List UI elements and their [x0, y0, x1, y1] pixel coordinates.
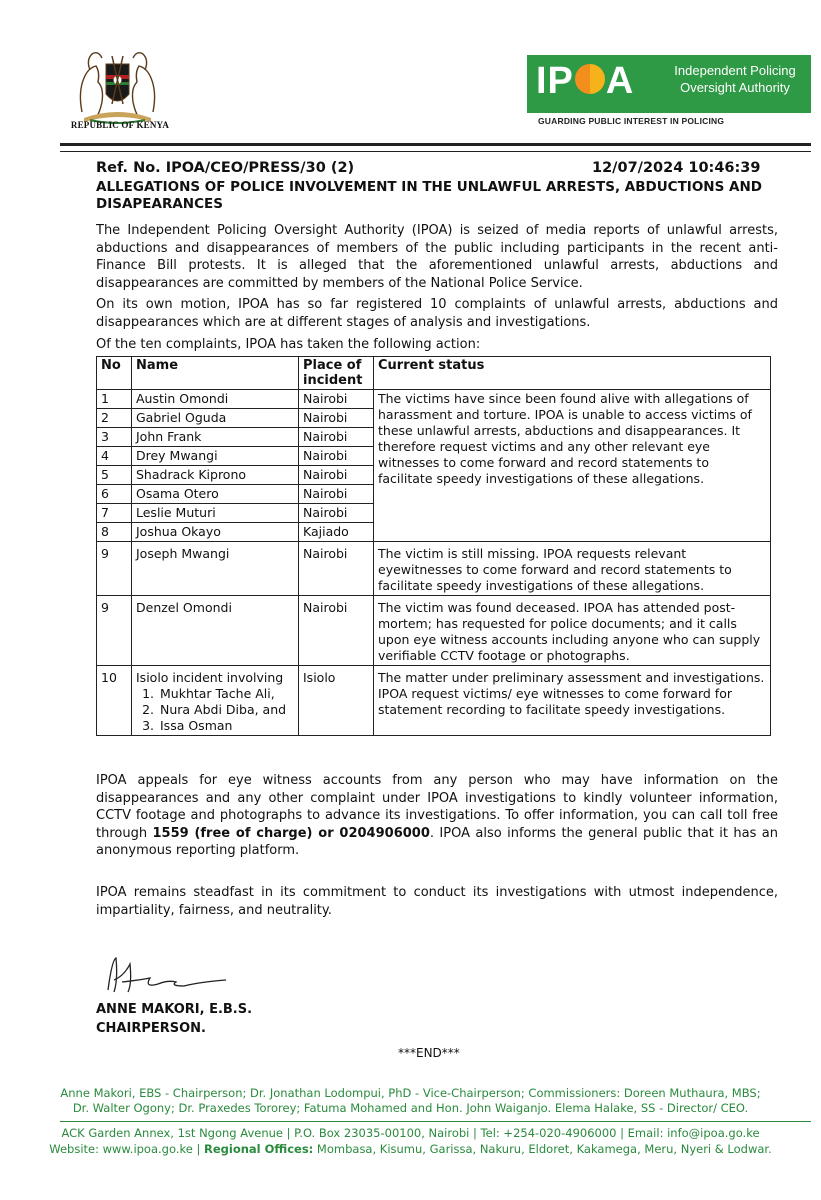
row-place: Nairobi — [299, 409, 374, 428]
row-place: Kajiado — [299, 523, 374, 542]
row-status: The victim is still missing. IPOA requests relevant eyewitnesses to come forward and record statements to facilitate speedy investigations of these allegations. — [374, 542, 771, 596]
row-no: 4 — [97, 447, 132, 466]
row-name — [132, 666, 299, 736]
logo-name-line2: Oversight Authority — [680, 80, 790, 95]
logo-name-line1: Independent Policing — [674, 63, 796, 78]
appeal-paragraph — [96, 772, 778, 860]
incident-label: Isiolo incident involving — [136, 670, 284, 685]
table-row — [97, 666, 771, 736]
row-no: 2 — [97, 409, 132, 428]
row-status: The matter under preliminary assessment and investigations. IPOA request victims/ eye witnesses to come forward for statement recording to facilitate speedy investigations. — [374, 666, 771, 736]
header-status: Current status — [374, 357, 771, 390]
list-item: 3. Issa Osman — [158, 718, 294, 734]
footer-offices-line — [0, 1142, 821, 1157]
footer-regional-label: Regional Offices: — [203, 1142, 314, 1156]
action-lead-paragraph: Of the ten complaints, IPOA has taken the following action: — [96, 337, 481, 352]
footer-commissioners-line1: Anne Makori, EBS - Chairperson; Dr. Jonathan Lodompui, PhD - Vice-Chairperson; Commissioners: Doreen Muthaura, MBS; — [60, 1086, 761, 1100]
signatory-title: CHAIRPERSON. — [96, 1021, 206, 1036]
coat-of-arms-caption: REPUBLIC OF KENYA — [70, 120, 170, 130]
row-name: Leslie Muturi — [132, 504, 299, 523]
ipoa-logo-wordmark: IP A — [536, 60, 635, 102]
issue-datetime: 12/07/2024 10:46:39 — [592, 160, 761, 176]
end-marker: ***END*** — [398, 1046, 460, 1060]
row-name: Joseph Mwangi — [132, 542, 299, 596]
row-place: Isiolo — [299, 666, 374, 736]
row-name: Drey Mwangi — [132, 447, 299, 466]
sun-icon — [575, 64, 605, 94]
table-row — [97, 596, 771, 666]
row-no: 9 — [97, 596, 132, 666]
complaints-table — [96, 356, 771, 736]
table-header-row — [97, 357, 771, 390]
row-no: 8 — [97, 523, 132, 542]
list-item: 2. Nura Abdi Diba, and — [158, 702, 294, 718]
appeal-text-b: . IPOA also informs the general public that it has an anonymous reporting platform. — [96, 825, 779, 858]
row-name: Denzel Omondi — [132, 596, 299, 666]
incident-persons-list — [136, 686, 294, 734]
row-place: Nairobi — [299, 390, 374, 409]
row-place: Nairobi — [299, 466, 374, 485]
hotline-numbers: 1559 (free of charge) or 0204906000 — [152, 825, 430, 841]
ipoa-logo-name — [660, 62, 810, 96]
press-release-title: ALLEGATIONS OF POLICE INVOLVEMENT IN THE UNLAWFUL ARRESTS, ABDUCTIONS AND DISAPEARANCES — [96, 179, 762, 212]
row-no: 10 — [97, 666, 132, 736]
coat-of-arms-emblem — [70, 42, 165, 128]
header-no: No — [97, 357, 132, 390]
signatory-name: ANNE MAKORI, E.B.S. — [96, 1002, 253, 1017]
row-place: Nairobi — [299, 542, 374, 596]
row-name: Joshua Okayo — [132, 523, 299, 542]
complaints-paragraph: On its own motion, IPOA has so far registered 10 complaints of unlawful arrests, abductions and disappearances which are at different stages of analysis and investigations. — [96, 297, 778, 330]
header-place: Place of incident — [299, 357, 374, 390]
row-place: Nairobi — [299, 504, 374, 523]
footer-regional-list: Mombasa, Kisumu, Garissa, Nakuru, Eldoret, Kakamega, Meru, Nyeri & Lodwar. — [313, 1142, 772, 1156]
row-place: Nairobi — [299, 428, 374, 447]
row-name: Shadrack Kiprono — [132, 466, 299, 485]
commitment-paragraph: IPOA remains steadfast in its commitment to conduct its investigations with utmost independence, impartiality, fairness, and neutrality. — [96, 885, 778, 918]
header-name: Name — [132, 357, 299, 390]
footer-divider — [60, 1121, 811, 1122]
reference-number: Ref. No. IPOA/CEO/PRESS/30 (2) — [96, 160, 355, 176]
row-name: Gabriel Oguda — [132, 409, 299, 428]
row-name: Osama Otero — [132, 485, 299, 504]
row-place: Nairobi — [299, 485, 374, 504]
row-place: Nairobi — [299, 447, 374, 466]
row-status: The victim was found deceased. IPOA has attended post-mortem; has requested for police documents; and it calls upon eye witness accounts including anyone who can supply verifiable CCTV footage or photographs. — [374, 596, 771, 666]
footer-contact-line: ACK Garden Annex, 1st Ngong Avenue | P.O. Box 23035-00100, Nairobi | Tel: +254-020-4906000 | Email: info@ipoa.go.ke — [61, 1126, 760, 1140]
list-item: 1. Mukhtar Tache Ali, — [158, 686, 294, 702]
chairperson-signature — [100, 950, 240, 1000]
table-row — [97, 390, 771, 409]
row-no: 3 — [97, 428, 132, 447]
footer-website: Website: www.ipoa.go.ke | — [49, 1142, 204, 1156]
row-status: The victims have since been found alive with allegations of harassment and torture. IPOA is unable to access victims of these unlawful arrests, abductions and disappearances. It therefore request victims and any other relevant eye witnesses to come forward and record statements to facilitate speedy investigations of these allegations. — [374, 390, 771, 542]
intro-paragraph: The Independent Policing Oversight Authority (IPOA) is seized of media reports of unlawful arrests, abductions and disappearances of members of the public including participants in the recent anti-Finance Bill protests. It is alleged that the aforementioned unlawful arrests, abductions and disappearances are committed by members of the National Police Service. — [96, 223, 778, 291]
footer-commissioners-line2: Dr. Walter Ogony; Dr. Praxedes Tororey; Fatuma Mohamed and Hon. John Waiganjo. Elema Halake, SS - Director/ CEO. — [72, 1101, 749, 1115]
row-no: 5 — [97, 466, 132, 485]
appeal-text-a: IPOA appeals for eye witness accounts from any person who may have information on the disappearances and any other complaint under IPOA investigations to kindly volunteer information, CCTV footage and photographs to advance its investigations. To offer information, you can call toll free through — [96, 773, 778, 841]
row-place: Nairobi — [299, 596, 374, 666]
row-no: 6 — [97, 485, 132, 504]
row-no: 9 — [97, 542, 132, 596]
row-no: 1 — [97, 390, 132, 409]
header-divider — [60, 143, 811, 152]
ipoa-tagline: GUARDING PUBLIC INTEREST IN POLICING — [538, 116, 725, 126]
row-name: John Frank — [132, 428, 299, 447]
row-no: 7 — [97, 504, 132, 523]
row-name: Austin Omondi — [132, 390, 299, 409]
table-row — [97, 542, 771, 596]
